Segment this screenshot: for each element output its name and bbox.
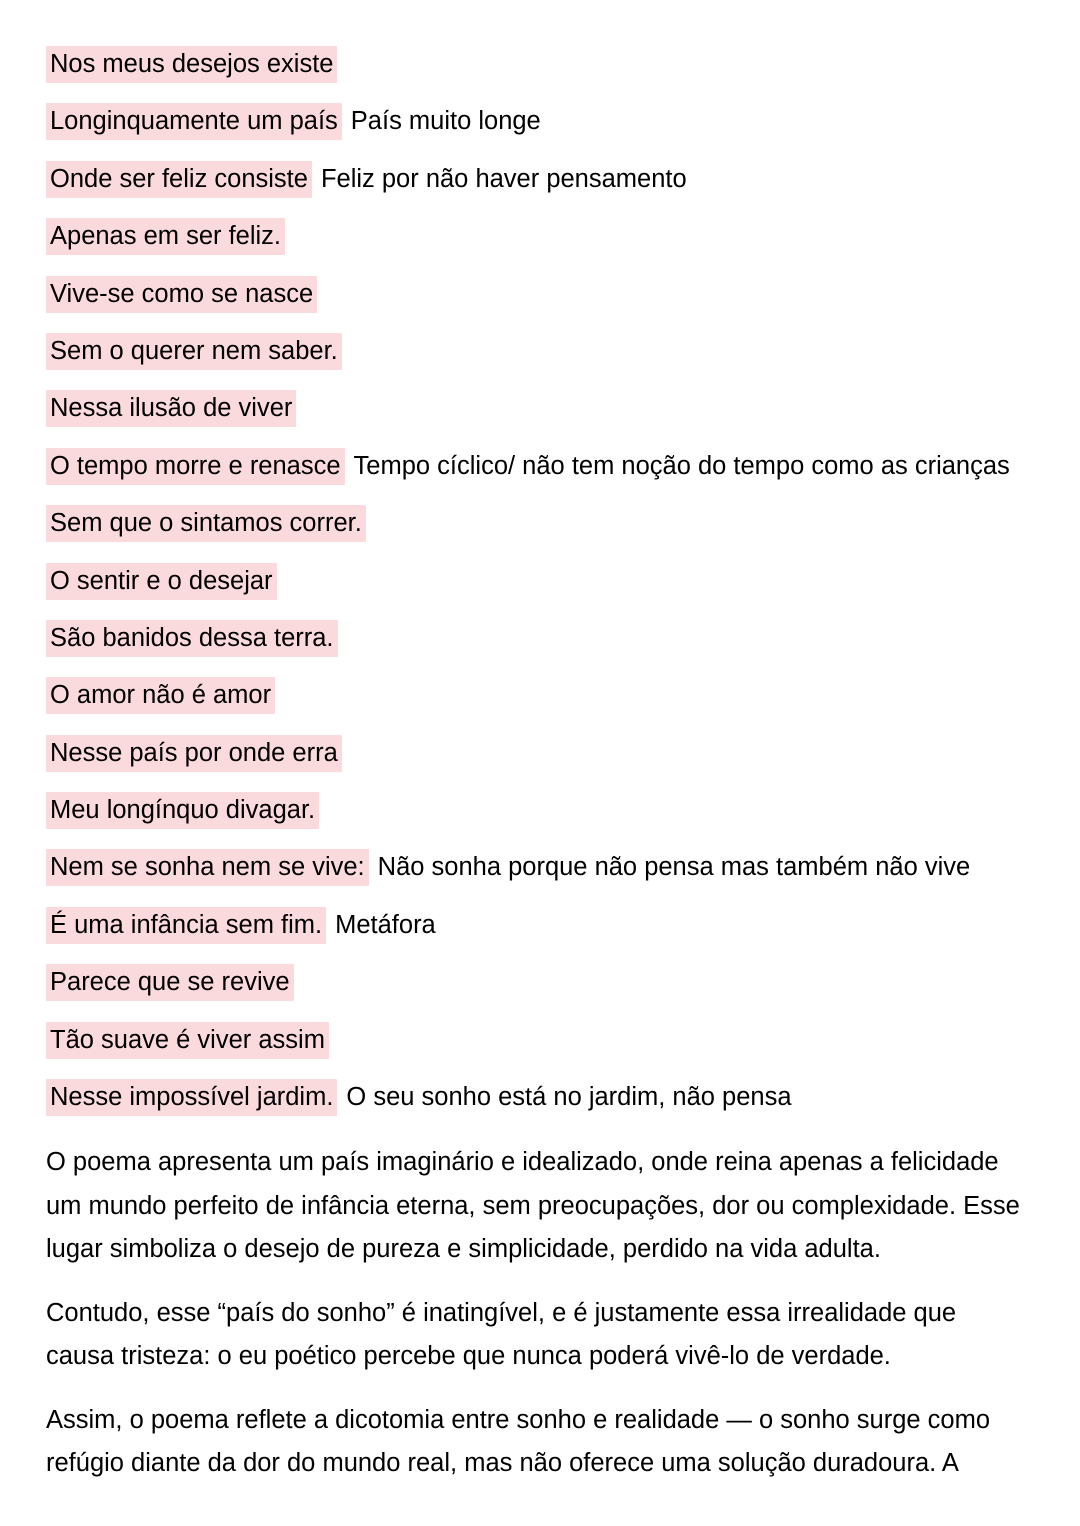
poem-line <box>46 323 1040 380</box>
poem-line <box>46 380 1040 437</box>
highlighted-verse: Onde ser feliz consiste <box>46 161 312 198</box>
poem-block <box>46 36 1040 1126</box>
poem-line <box>46 897 1040 954</box>
poem-line <box>46 954 1040 1011</box>
poem-line <box>46 1012 1040 1069</box>
highlighted-verse: São banidos dessa terra. <box>46 620 338 657</box>
highlighted-verse: Vive-se como se nasce <box>46 276 317 313</box>
analysis-block <box>46 1141 1040 1486</box>
highlighted-verse: Tão suave é viver assim <box>46 1022 329 1059</box>
highlighted-verse: Sem que o sintamos correr. <box>46 505 366 542</box>
highlighted-verse: O amor não é amor <box>46 677 275 714</box>
poem-line <box>46 1069 1040 1126</box>
highlighted-verse: Longinquamente um país <box>46 103 342 140</box>
verse-annotation: O seu sonho está no jardim, não pensa <box>346 1083 792 1112</box>
highlighted-verse: Nem se sonha nem se vive: <box>46 849 369 886</box>
highlighted-verse: O tempo morre e renasce <box>46 448 345 485</box>
highlighted-verse: O sentir e o desejar <box>46 563 277 600</box>
analysis-paragraph: Contudo, esse “país do sonho” é inatingível, e é justamente essa irrealidade que causa tristeza: o eu poético percebe que nunca poderá vivê-lo de verdade. <box>46 1298 957 1371</box>
poem-line <box>46 93 1040 150</box>
poem-line <box>46 36 1040 93</box>
poem-line <box>46 725 1040 782</box>
highlighted-verse: Nos meus desejos existe <box>46 46 337 83</box>
analysis-paragraph: O poema apresenta um país imaginário e idealizado, onde reina apenas a felicidade um mundo perfeito de infância eterna, sem preocupações, dor ou complexidade. Esse lugar simboliza o desejo de pureza e simplicidade, perdido na vida adulta. <box>46 1148 1020 1264</box>
poem-line <box>46 266 1040 323</box>
highlighted-verse: Apenas em ser feliz. <box>46 218 285 255</box>
poem-line <box>46 208 1040 265</box>
highlighted-verse: Nessa ilusão de viver <box>46 390 296 427</box>
analysis-paragraph: Assim, o poema reflete a dicotomia entre sonho e realidade — o sonho surge como refúgio diante da dor do mundo real, mas não oferece uma solução duradoura. A <box>46 1405 991 1478</box>
verse-annotation: Metáfora <box>335 910 436 939</box>
poem-line <box>46 667 1040 724</box>
verse-annotation: Tempo cíclico/ não tem noção do tempo como as crianças <box>353 451 1010 480</box>
highlighted-verse: Sem o querer nem saber. <box>46 333 342 370</box>
highlighted-verse: Nesse país por onde erra <box>46 735 342 772</box>
highlighted-verse: Parece que se revive <box>46 964 294 1001</box>
poem-line <box>46 782 1040 839</box>
highlighted-verse: Nesse impossível jardim. <box>46 1079 337 1116</box>
poem-line <box>46 438 1040 495</box>
highlighted-verse: É uma infância sem fim. <box>46 907 326 944</box>
poem-line <box>46 553 1040 610</box>
verse-annotation: País muito longe <box>350 107 541 136</box>
poem-line <box>46 151 1040 208</box>
highlighted-verse: Meu longínquo divagar. <box>46 792 319 829</box>
poem-line <box>46 839 1040 896</box>
poem-line <box>46 495 1040 552</box>
poem-line <box>46 610 1040 667</box>
verse-annotation: Feliz por não haver pensamento <box>320 164 687 193</box>
verse-annotation: Não sonha porque não pensa mas também não vive <box>377 853 971 882</box>
